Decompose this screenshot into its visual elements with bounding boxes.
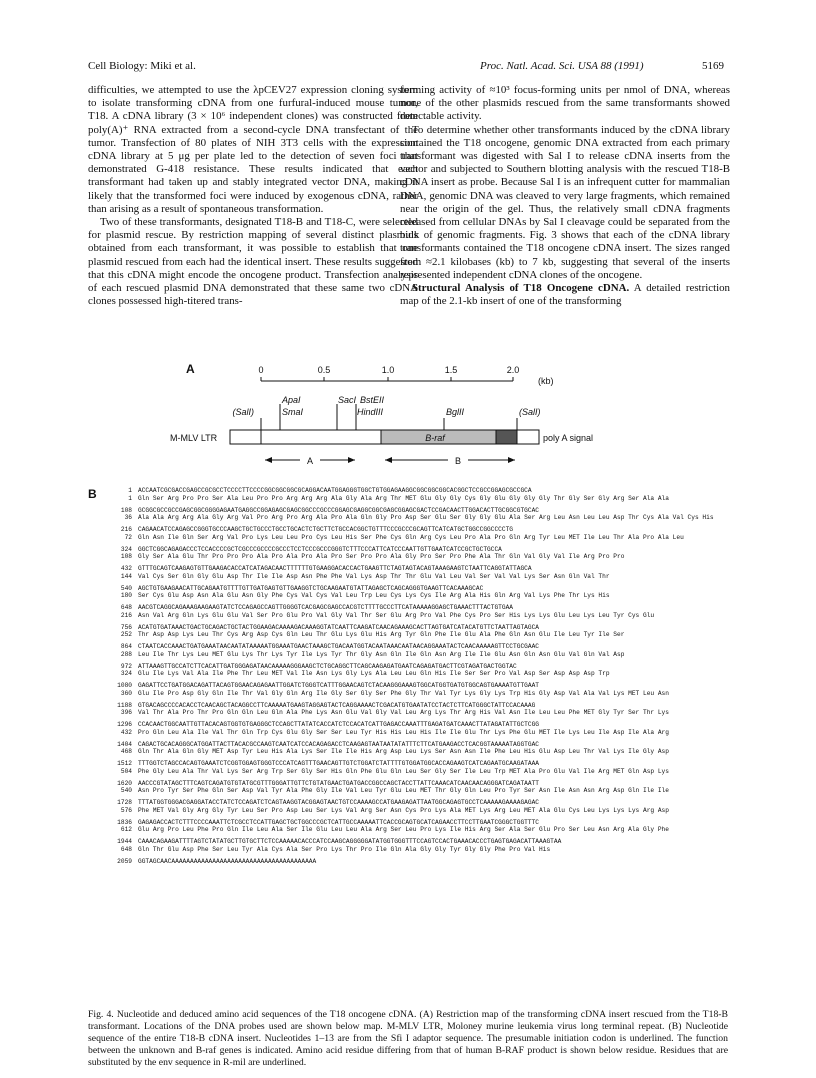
running-header-right: Proc. Natl. Acad. Sci. USA 88 (1991)	[480, 60, 644, 72]
site-sali-left: (SalI)	[232, 407, 254, 417]
nucleotide-number: 324	[120, 545, 132, 553]
amino-acid-line	[104, 670, 744, 678]
amino-acid-sequence: Gln Thr Glu Asp Phe Ser Leu Tyr Ala Cys Ala Ser Pro Lys Thr Pro Ile Gln Ala Gly Gly Tyr Gly Gly Phe Pro Val His	[138, 845, 551, 853]
nucleotide-line	[104, 858, 744, 866]
nucleotide-line	[104, 741, 744, 749]
site-hindiii: HindIII	[357, 407, 384, 417]
site-bsteii: BstEII	[360, 395, 385, 405]
nucleotide-sequence: ACATGTGATAAACTGACTGCAGACTGCTACTGGAAGACAAAAGACAAAGGTATCAATTCAAGATCAACAGAAAGCACTTAGTGATCATACATGTTCTAATTAGTAGCA	[138, 623, 540, 631]
residue-number: 1	[128, 494, 132, 502]
residue-number: 576	[120, 806, 132, 814]
sequence-row	[104, 487, 744, 502]
paragraph: forming activity of ≈10³ focus-forming units per nmol of DNA, whereas none of the other plasmids rescued from the same transformants showed detectable activity.	[400, 84, 730, 123]
nucleotide-sequence: GGTAGCAACAAAAAAAAAAAAAAAAAAAAAAAAAAAAAAAAAAAAAAA	[138, 857, 317, 865]
nucleotide-line	[104, 760, 744, 768]
probe-b-label: B	[454, 456, 462, 466]
nucleotide-number: 1836	[117, 818, 132, 826]
nucleotide-number: 972	[120, 662, 132, 670]
nucleotide-line	[104, 819, 744, 827]
amino-acid-line	[104, 573, 744, 581]
amino-acid-line	[104, 729, 744, 737]
residue-number: 180	[120, 592, 132, 600]
amino-acid-sequence: Gly Ser Ala Glu Thr Pro Pro Pro Ala Pro Ala Pro Ala Pro Ser Pro Pro Ala Gly Pro Ser Pro Phe Ala Thr Gln Val Gly Val Ile Arg Pro Pro	[138, 553, 625, 561]
amino-acid-line	[104, 826, 744, 834]
amino-acid-line	[104, 846, 744, 854]
sequence-row	[104, 819, 744, 834]
site-apai: ApaI	[282, 395, 301, 405]
nucleotide-line	[104, 643, 744, 651]
nucleotide-line	[104, 624, 744, 632]
amino-acid-line	[104, 690, 744, 698]
panel-a-label: A	[186, 362, 195, 376]
nucleotide-line	[104, 507, 744, 515]
amino-acid-line	[104, 651, 744, 659]
figure-caption	[88, 1009, 728, 1069]
amino-acid-line	[104, 768, 744, 776]
site-smai: SmaI	[282, 407, 304, 417]
paragraph-text: A detailed restriction map of the 2.1-kb insert of one of the transforming	[400, 282, 731, 308]
nucleotide-line	[104, 487, 744, 495]
amino-acid-sequence: Asn Val Arg Gln Lys Glu Glu Val Ser Pro Glu Pro Val Gly Val Thr Ser Glu Arg Pro Val Phe Cys Pro Ser His Lys Lys Glu Leu Lys Leu Tyr Cys Glu	[138, 611, 655, 619]
sequence-row	[104, 858, 744, 866]
nucleotide-sequence: CAGAACATCCAGAGCCGGGTGCCCAAGCTGCTGCCCTGCCTGCACTCTGCTTCTGCCACGGCTGTTTCCCGCCCGCAGTTCATCATGCTGGCCGGCCCCTG	[138, 526, 514, 533]
poly-a-label: poly A signal	[543, 433, 594, 443]
scale-tick: 2.0	[506, 365, 520, 375]
paragraph: Two of these transformants, designated T18-B and T18-C, were selected for plasmid rescue. By restriction mapping of several distinct plasmids obtained from each transformant, it was possible to establish that one plasmid rescued from each had the identical insert. These results suggested that this cDNA might encode the oncogene product. Transfection analysis of each rescued plasmid DNA demonstrated that these same two cDNA clones possessed high-titered trans-	[88, 216, 418, 308]
nucleotide-line	[104, 565, 744, 573]
nucleotide-sequence: GTGACAGCCCCACACCTCAACAGCTACAGGCCTTCAAAAATGAAGTAGGAGTACTCAGGAAAACTCGACATGTGAATATCCTACTCTTCATGGGCTATTCCACAAAG	[138, 701, 536, 709]
nucleotide-number: 756	[120, 623, 132, 631]
nucleotide-line	[104, 546, 744, 554]
amino-acid-sequence: Val Cys Ser Gln Gly Glu Asp Thr Ile Ile Asp Asn Phe Phe Val Lys Asp Thr Thr Glu Val Leu Val Ser Val Val Lys Ser Asn Gln Val Thr	[138, 572, 610, 580]
amino-acid-line	[104, 748, 744, 756]
right-column	[400, 84, 730, 308]
nucleotide-line	[104, 604, 744, 612]
residue-number: 612	[120, 826, 132, 834]
amino-acid-line	[104, 495, 744, 503]
nucleotide-line	[104, 702, 744, 710]
amino-acid-sequence: Gln Thr Ala Gln Gly MET Asp Tyr Leu His Ala Lys Ser Ile Ile His Arg Asp Leu Lys Ser Asn Asn Ile Phe Leu His Glu Asp Leu Thr Val Lys Ile Gly Asp	[138, 748, 669, 756]
site-sali-right: (SalI)	[519, 407, 541, 417]
nucleotide-number: 540	[120, 584, 132, 592]
residue-number: 108	[120, 553, 132, 561]
mmlv-ltr-label: M-MLV LTR	[170, 433, 218, 443]
amino-acid-line	[104, 807, 744, 815]
amino-acid-line	[104, 592, 744, 600]
nucleotide-sequence: GAGATTCCTGATGGACAGATTACAGTGGAACAGAGAATTGGATCTGGGTCATTTGGAACAGTCTACAAGGGAAAGTGGCATGGTGATGTGGCAGTGAAAATGTTGAAT	[138, 682, 540, 689]
nucleotide-sequence: AGCTGTGAAGAACATTGCAGAATGTTTTGTTGATGAGTGTTGAAGGTCTGCAAGAATGTATTAGAGCTCAGCAGGGTGAAGTTCACAAAGCAC	[138, 584, 484, 592]
nucleotide-number: 2059	[117, 857, 132, 865]
nucleotide-number: 1	[128, 487, 132, 494]
sequence-row	[104, 799, 744, 814]
nucleotide-number: 648	[120, 604, 132, 611]
nucleotide-line	[104, 799, 744, 807]
nucleotide-sequence: CAGACTGCACAGGGCATGGATTACTTACACGCCAAGTCAATCATCCACAGAGACCTCAAGAGTAATAATATATTTCTTCATGAAGACCTCACGGTAAAAATAGGTGAC	[138, 740, 540, 748]
paragraph	[400, 282, 730, 308]
nucleotide-sequence: GCGGCGCCGCCGAGCGGCGGGGAGAATGAGGCCGGAGAGCGAGCGGCCCGCCCGGAGCGAGGCGGCGAGCGGAGCGACTCCGACAACTTGGACACTTGCGGCGTGCAC	[138, 506, 540, 514]
paragraph: difficulties, we attempted to use the λpCEV27 expression cloning system to isolate transforming cDNA from one furfural-induced mouse tumor, T18. A cDNA library (3 × 10⁶ independent clones) was constructed from poly(A)⁺ RNA extracted from a second-cycle DNA transfectant of the tumor. Transfection of 80 plates of NIH 3T3 cells with the expression cDNA library at 5 μg per plate led to the detection of seven foci that demonstrated G-418 resistance. These results indicated that each transformant had taken up and stably integrated vector DNA, making it likely that the transformed foci were induced by exogenous cDNA, rather than arising as a result of spontaneous transformation.	[88, 84, 418, 215]
residue-number: 288	[120, 650, 132, 658]
amino-acid-sequence: Pro Gln Leu Ala Ile Val Thr Gln Trp Cys Glu Gly Ser Ser Leu Tyr His His Leu His Ile Ile Glu Thr Lys Phe Glu MET Ile Lys Leu Ile Asp Ile Ala Arg	[138, 728, 669, 736]
residue-number: 36	[124, 514, 132, 522]
nucleotide-line	[104, 780, 744, 788]
residue-number: 216	[120, 611, 132, 619]
amino-acid-line	[104, 534, 744, 542]
sequence-row	[104, 643, 744, 658]
amino-acid-sequence: Glu Arg Pro Leu Phe Pro Gln Ile Leu Ala Ser Ile Glu Leu Leu Ala Arg Ser Leu Pro Lys Ile His Arg Ser Ala Ser Glu Pro Ser Leu Asn Arg Ala Gly Phe	[138, 826, 669, 834]
nucleotide-number: 432	[120, 565, 132, 572]
nucleotide-number: 1080	[117, 682, 132, 689]
nucleotide-line	[104, 663, 744, 671]
nucleotide-number: 864	[120, 643, 132, 650]
nucleotide-sequence: AACGTCAGGCAGAAAGAAGAAGTATCTCCAGAGCCAGTTGGGGTCACGAGCGAGCCACGTCTTTTGCCCTTCATAAAAAGGAGCTGAAACTTTACTGTGAA	[138, 604, 514, 611]
amino-acid-sequence: Gln Ser Arg Pro Pro Ser Ala Leu Pro Pro Arg Arg Arg Ala Gly Ala Arg Thr MET Glu Gly Gly Cys Gly Glu Gly Gly Gly Thr Gly Ser Gly Arg Ser Ala Ala	[138, 494, 669, 502]
nucleotide-line	[104, 838, 744, 846]
scale-tick: 1.0	[381, 365, 395, 375]
probe-a-label: A	[306, 456, 314, 466]
residue-number: 324	[120, 670, 132, 678]
nucleotide-number: 1728	[117, 799, 132, 806]
nucleotide-number: 1296	[117, 721, 132, 728]
nucleotide-line	[104, 682, 744, 690]
caption-text: Nucleotide and deduced amino acid sequences of the T18 oncogene cDNA. (A) Restriction map of the transforming cDNA insert rescued from the T18-B transformant. Locations of the DNA probes used are shown below map. M-MLV LTR, Moloney murine leukemia virus long terminal repeat. (B) Nucleotide sequence of the entire T18-B cDNA insert. Nucleotides 1–13 are from the Sfi I adaptor sequence. The presumable initiation codon is underlined. The function between the unknown and B-raf genes is indicated. Amino acid residue differing from that of human B-RAF product is shown below residue. Residues that are substituted by the env sequence in R-mil are underlined.	[88, 1009, 728, 1068]
amino-acid-sequence: Leu Ile Thr Lys Leu MET Glu Lys Thr Lys Tyr Ile Lys Tyr Thr Gly Asn Gln Ile Gln Asn Arg Ile Ile Glu Asn Gln Asn Glu Val Gln Val Asp	[138, 650, 625, 658]
amino-acid-sequence: Glu Ile Lys Val Ala Ile Phe Thr Leu MET Val Ile Asn Lys Gly Lys Ala Leu Leu Gln His Ile Ser Ser Pro Val Asp Ser Asp Asp Asp Trp	[138, 670, 610, 678]
left-column	[88, 84, 418, 308]
amino-acid-line	[104, 787, 744, 795]
residue-number: 72	[124, 533, 132, 541]
amino-acid-line	[104, 553, 744, 561]
amino-acid-sequence: Phe MET Val Gly Arg Gly Tyr Leu Ser Pro Asp Leu Ser Lys Val Arg Ser Asn Cys Pro Lys Ala MET Lys Arg Leu MET Ala Glu Cys Leu Lys Lys Lys Arg Asp	[138, 806, 669, 814]
amino-acid-sequence: Ser Cys Glu Asp Asn Ala Glu Asn Gly Phe Cys Val Cys Val Leu Trp Leu Cys Lys Cys Ile Arg Ala His Gln Arg Val Lys Phe Thr Lys His	[138, 592, 610, 600]
nucleotide-sequence: TTTGGTCTAGCCACAGTGAAATCTCGGTGGAGTGGGTCCCATCAGTTTGAACAGTTGTCTGGATCTATTTTGTGGATGGCACCAGAAGTCATCAGAATGCAAGATAAA	[138, 760, 540, 767]
residue-number: 540	[120, 787, 132, 795]
sequence-row	[104, 663, 744, 678]
nucleotide-number: 1620	[117, 779, 132, 787]
residue-number: 432	[120, 728, 132, 736]
nucleotide-sequence: GTTTGCAGTCAAGAGTGTTGAAGACACCATCATAGACAACTTTTTTGTGAAGGACACCACTGAAGTTCTAGTAGTACAGTAAAGAAGTCTAATTCAGGTATTAGCA	[138, 565, 532, 572]
nucleotide-number: 1512	[117, 760, 132, 767]
nucleotide-sequence: ATTAAAGTTGCCATCTTCACATTGATGGGAGATAACAAAAAGGGAAGCTCTGCAGGCTTCAGCAAGAGATGAATCAGAGATGACTTCGTAGATGACTGGTAC	[138, 662, 517, 670]
nucleotide-line	[104, 526, 744, 534]
nucleotide-line	[104, 721, 744, 729]
site-bglii: BglII	[446, 407, 465, 417]
panel-b-label: B	[88, 487, 97, 501]
restriction-map	[170, 360, 650, 480]
amino-acid-sequence: Asn Pro Tyr Ser Phe Gln Ser Asp Val Tyr Ala Phe Gly Ile Val Leu Tyr Glu Leu MET Thr Gly Gln Leu Pro Tyr Ser Asn Ile Asn Asn Arg Asp Gln Ile Ile	[138, 787, 669, 795]
caption-lead: Fig. 4.	[88, 1009, 114, 1020]
amino-acid-sequence: Glu Ile Pro Asp Gly Gln Ile Thr Val Gly Gln Arg Ile Gly Ser Gly Ser Phe Gly Thr Val Tyr Lys Gly Lys Trp His Gly Asp Val Ala Val Lys MET Leu Asn	[138, 689, 669, 697]
sequence-row	[104, 702, 744, 717]
amino-acid-sequence: Phe Gly Leu Ala Thr Val Lys Ser Arg Trp Ser Gly Ser His Gln Phe Glu Gln Leu Ser Gly Ser Ile Leu Trp MET Ala Pro Glu Val Ile Arg MET Gln Asp Lys	[138, 767, 669, 775]
running-header-left: Cell Biology: Miki et al.	[88, 60, 196, 72]
sequence-row	[104, 604, 744, 619]
nucleotide-sequence: GAGAGACCACTCTTTCCCCAAATTCTCGCCTCCATTGAGCTGCTGGCCCGCTCATTGCCAAAAATTCACCGCAGTGCATCAGAACCTTCCTTGAATCGGGCTGGTTTC	[138, 818, 540, 826]
residue-number: 648	[120, 845, 132, 853]
amino-acid-line	[104, 709, 744, 717]
amino-acid-line	[104, 631, 744, 639]
residue-number: 252	[120, 631, 132, 639]
paragraph: To determine whether other transformants induced by the cDNA library contained the T18 oncogene, genomic DNA extracted from each primary transformant was digested with Sal I to release cDNA inserts from the vector and subjected to Southern blotting analysis with the rescued T18-B cDNA insert as probe. Because Sal I is an infrequent cutter for mammalian DNA, genomic DNA was cleaved to very large fragments, which remained near the origin of the gel. Thus, the relatively small cDNA fragments released from cellular DNAs by Sal I cleavage could be separated from the bulk of genomic fragments. Fig. 3 shows that each of the cDNA library transformants contained the T18 oncogene cDNA insert. The sizes ranged from ≈2.1 kilobases (kb) to 7 kb, suggesting that several of the inserts represented independent cDNA clones of the oncogene.	[400, 123, 730, 281]
nucleotide-number: 1404	[117, 740, 132, 748]
amino-acid-sequence: Val Thr Ala Pro Thr Pro Gln Gln Leu Gln Ala Phe Lys Asn Glu Val Gly Val Leu Arg Lys Thr Arg His Val Asn Ile Leu Leu Phe MET Gly Tyr Ser Thr Lys	[138, 709, 669, 717]
sequence-row	[104, 565, 744, 580]
sequence-row	[104, 546, 744, 561]
amino-acid-line	[104, 612, 744, 620]
sequence-row	[104, 585, 744, 600]
scale-tick: 0	[258, 365, 264, 375]
sequence-row	[104, 682, 744, 697]
sequence-row	[104, 760, 744, 775]
nucleotide-number: 1944	[117, 838, 132, 845]
nucleotide-sequence: AACCCGTATAGCTTTCAGTCAGATGTGTATGCGTTTGGGATTGTTCTGTATGAACTGATGACCGGCCAGCTACCTTATTCAAACATCAACAACAGGGATCAGATAATT	[138, 779, 540, 787]
residue-number: 504	[120, 767, 132, 775]
nucleotide-number: 216	[120, 526, 132, 533]
sequence-listing	[104, 487, 744, 869]
amino-acid-line	[104, 514, 744, 522]
amino-acid-sequence: Gln Asn Ile Gln Ser Arg Val Pro Lys Leu Leu Pro Cys Leu His Ser Phe Cys Gln Arg Cys Leu Pro Ala Pro Gln Arg Tyr Leu MET Ile Leu Thr Ala Pro Ala Leu	[138, 533, 684, 541]
nucleotide-sequence: CTAATCACCAAACTGATGAAATAACAATATAAAAATGGAAATGAACTAAAGCTGACAATGGTACAATAAACAATAACAGGAAATACTCAACAAAAAGTTCCTGCGAAC	[138, 643, 540, 650]
page-number: 5169	[702, 60, 724, 72]
nucleotide-number: 108	[120, 506, 132, 514]
sequence-row	[104, 838, 744, 853]
scale-tick: 1.5	[444, 365, 458, 375]
sequence-row	[104, 780, 744, 795]
amino-acid-sequence: Ala Ala Arg Arg Ala Gly Arg Val Pro Arg Pro Arg Ala Pro Ala Gln Gly Pro Asp Ser Glu Ser Gly Gly Glu Ala Ser Arg Leu Asn Leu Leu Asp Thr Cys Ala Val Cys His	[138, 514, 714, 522]
sequence-row	[104, 624, 744, 639]
nucleotide-sequence: TTTATGGTGGGACGAGGATACCTATCTCCAGATCTCAGTAAGGTACGGAGTAACTGTCCAAAAGCCATGAAGAGATTAATGGCAGAGTGCCTCAAAAAGAAAAGAGAC	[138, 799, 540, 806]
section-heading: Structural Analysis of T18 Oncogene cDNA.	[412, 282, 630, 295]
nucleotide-sequence: CAAACAGAAGATTTTAGTCTATATGCTTGTGCTTCTCCAAAAACACCCATCCAAGCAGGGGGATATGGTGGGTTTCCAGTCCACTGAAACACCCTGAGTGAGACATTAAAGTAA	[138, 838, 562, 845]
amino-acid-sequence: Thr Asp Asp Lys Leu Thr Cys Arg Asp Cys Gln Leu Thr Glu Lys Glu His Arg Tyr Gln Phe Ile Glu Ala Phe Gln Asn Glu Ile Leu Tyr Ile Ser	[138, 631, 625, 639]
scale-tick: 0.5	[317, 365, 331, 375]
residue-number: 144	[120, 572, 132, 580]
braf-label: B-raf	[425, 433, 445, 443]
nucleotide-sequence: GGCTCGGCAGAGACCCTCCACCCCGCTCGCCCGCCCCGCCCTCCTCCCGCCCGGGTCTTTCCCATTCATCCCAATTGTTGAATCATCCGCTGCTGCCA	[138, 545, 502, 553]
nucleotide-number: 1188	[117, 701, 132, 709]
sequence-row	[104, 507, 744, 522]
nucleotide-line	[104, 585, 744, 593]
sequence-row	[104, 741, 744, 756]
sequence-row	[104, 526, 744, 541]
residue-number: 360	[120, 689, 132, 697]
site-saci: SacI	[338, 395, 357, 405]
nucleotide-sequence: ACCAATCGCGACCGAGCCGCGCCTCCCCTTCCCCGGCGGCGGCGCAGGACAATGGAGGGTGGCTGTGGAGAAGGCGGCGGCGGCACGGCTCCGCCGGAGCGCCGCA	[138, 487, 532, 494]
residue-number: 468	[120, 748, 132, 756]
scale-unit: (kb)	[538, 376, 554, 386]
residue-number: 396	[120, 709, 132, 717]
sequence-row	[104, 721, 744, 736]
nucleotide-sequence: CCACAACTGGCAATTGTTACACAGTGGTGTGAGGGCTCCAGCTTATATCACCATCTCCACATCATTGAGACCAAATTTGAGATGATCAAACTTATAGATATTGCTCGG	[138, 721, 540, 728]
